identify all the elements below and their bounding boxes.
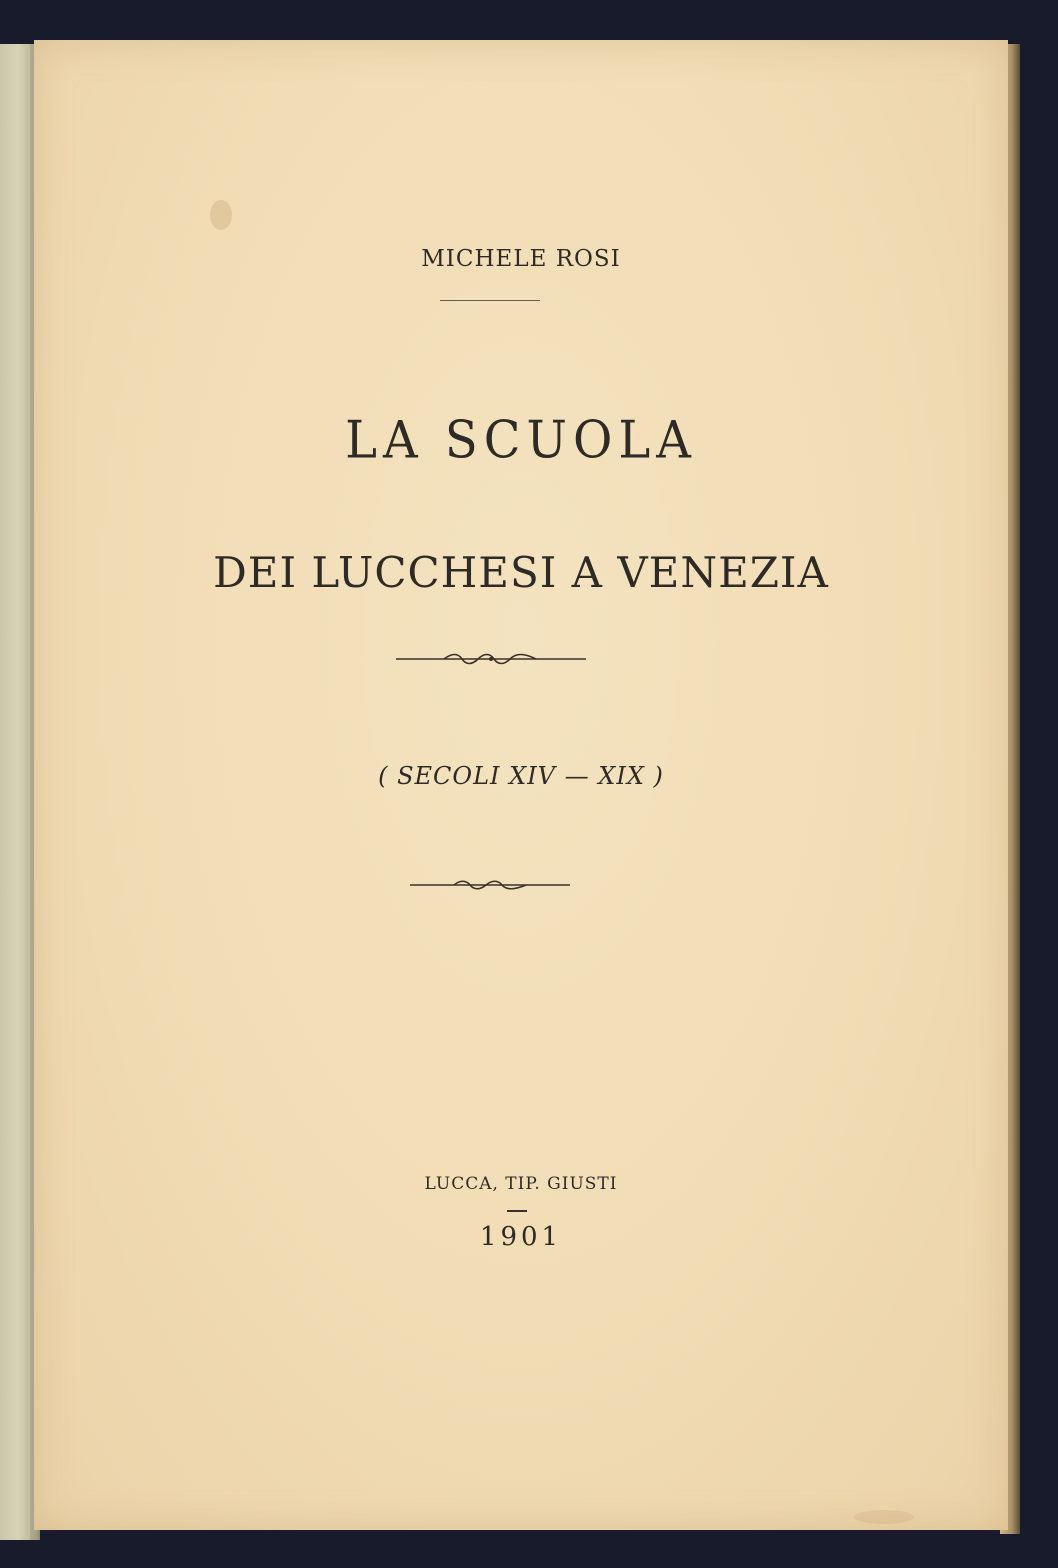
- title-page: [34, 40, 1008, 1530]
- author-rule: [440, 300, 540, 301]
- publication-year: 1901: [479, 1222, 563, 1252]
- flourish-ornament-2: [410, 878, 570, 892]
- title-line-2: DEI LUCCHESI A VENEZIA: [213, 548, 829, 597]
- foxing-spot: [854, 1510, 914, 1524]
- imprint-rule: [507, 1210, 527, 1212]
- flourish-ornament-1: [396, 652, 586, 666]
- author-name: MICHELE ROSI: [421, 246, 621, 272]
- publisher-imprint: LUCCA, TIP. GIUSTI: [424, 1174, 618, 1194]
- title-line-1: LA SCUOLA: [345, 409, 697, 471]
- foxing-spot: [210, 200, 232, 230]
- subtitle-centuries: ( SECOLI XIV — XIX ): [378, 762, 664, 790]
